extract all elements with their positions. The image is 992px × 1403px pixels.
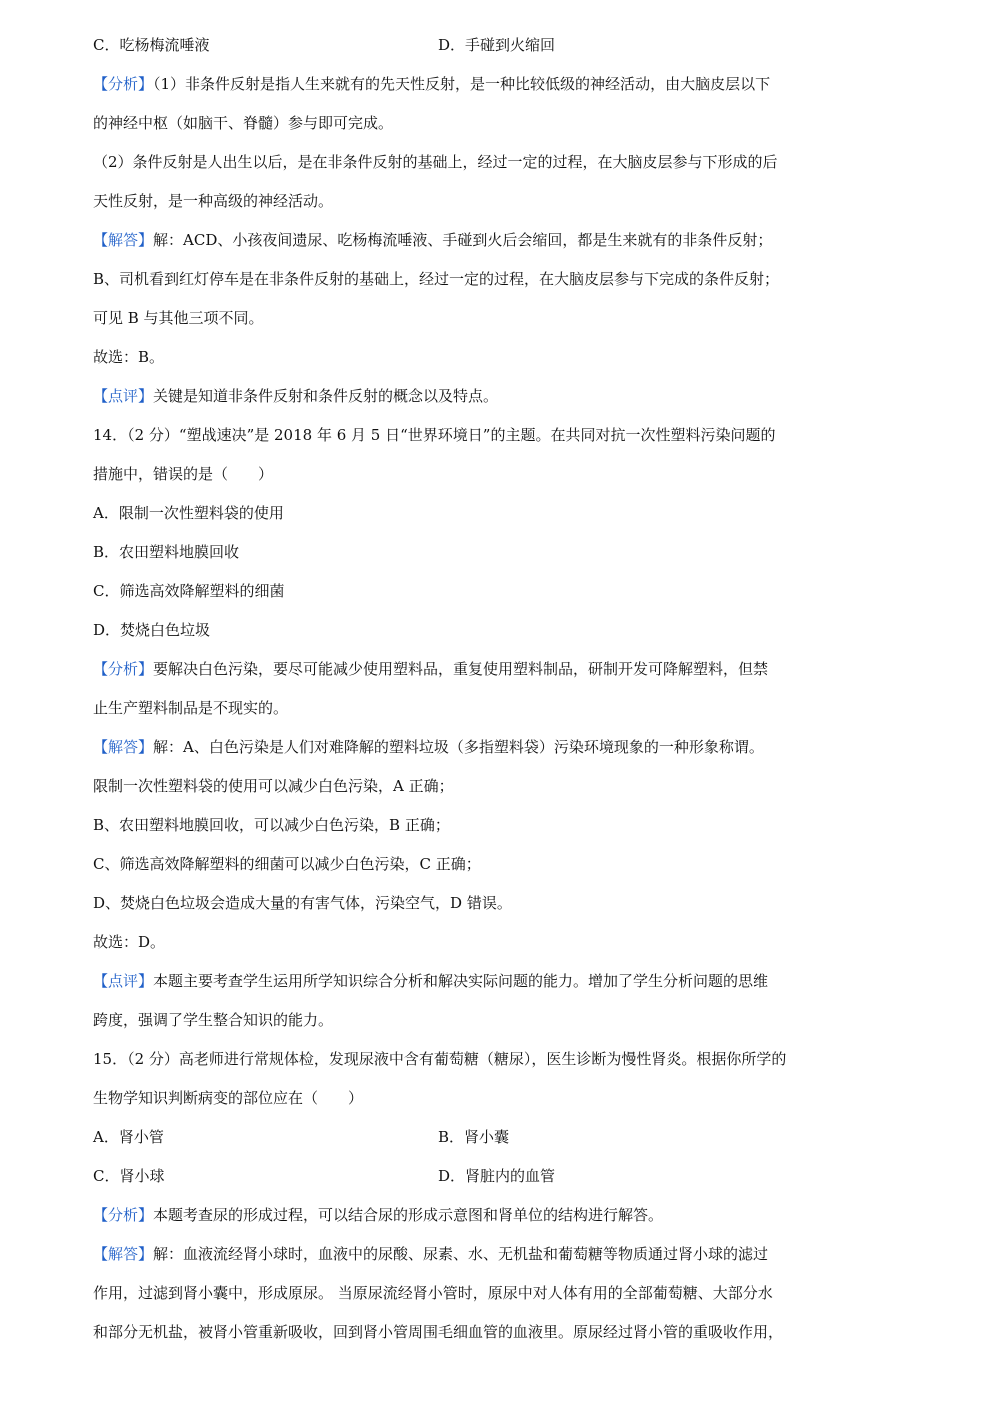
q13-analysis-line-4: 天性反射，是一种高级的神经活动。	[93, 192, 334, 210]
q14-answer-line-3: B、农田塑料地膜回收，可以减少白色污染，B 正确；	[93, 816, 450, 834]
q15-option-b: B．肾小囊	[438, 1128, 510, 1146]
q15-stem-line-1: 15．（2 分）高老师进行常规体检，发现尿液中含有葡萄糖（糖尿），医生诊断为慢性肾炎。根据你所学的	[93, 1050, 787, 1068]
answer-label: 【解答】	[93, 231, 154, 249]
q14-option-b: B．农田塑料地膜回收	[93, 543, 240, 561]
q15-option-c: C．肾小球	[93, 1167, 165, 1185]
q14-stem-line-1: 14．（2 分）“塑战速决”是 2018 年 6 月 5 日“世界环境日”的主题。在共同对抗一次性塑料污染问题的	[93, 426, 776, 444]
q15-option-d: D．肾脏内的血管	[438, 1167, 556, 1185]
q14-option-c: C．筛选高效降解塑料的细菌	[93, 582, 285, 600]
q13-answer-line-2: B、司机看到红灯停车是在非条件反射的基础上，经过一定的过程，在大脑皮层参与下完成的条件反射；	[93, 270, 780, 288]
analysis-label: 【分析】	[93, 660, 154, 678]
q15-analysis: 【分析】本题考查尿的形成过程，可以结合尿的形成示意图和肾单位的结构进行解答。	[93, 1206, 664, 1224]
q13-option-d: D．手碰到火缩回	[438, 36, 556, 54]
q13-answer-line-3: 可见 B 与其他三项不同。	[93, 309, 264, 327]
analysis-label: 【分析】	[93, 75, 154, 93]
q13-option-c: C．吃杨梅流唾液	[93, 36, 210, 54]
q15-answer-line-1: 【解答】解：血液流经肾小球时，血液中的尿酸、尿素、水、无机盐和葡萄糖等物质通过肾小球的滤过	[93, 1245, 769, 1263]
q13-analysis-line-1: 【分析】（1）非条件反射是指人生来就有的先天性反射，是一种比较低级的神经活动，由大脑皮层以下	[93, 75, 771, 93]
q15-stem-line-2: 生物学知识判断病变的部位应在（ ）	[93, 1089, 364, 1107]
q14-answer-line-4: C、筛选高效降解塑料的细菌可以减少白色污染，C 正确；	[93, 855, 481, 873]
q14-answer-line-6: 故选：D。	[93, 933, 166, 951]
comment-label: 【点评】	[93, 387, 154, 405]
q13-analysis-line-2: 的神经中枢（如脑干、脊髓）参与即可完成。	[93, 114, 394, 132]
q13-answer-line-1: 【解答】解：ACD、小孩夜间遗尿、吃杨梅流唾液、手碰到火后会缩回，都是生来就有的非条件反射；	[93, 231, 773, 249]
q15-answer-line-2: 作用，过滤到肾小囊中，形成原尿。 当原尿流经肾小管时，原尿中对人体有用的全部葡萄糖、大部分水	[93, 1284, 773, 1302]
q14-stem-line-2: 措施中，错误的是（ ）	[93, 465, 274, 483]
q14-answer-line-1: 【解答】解：A、白色污染是人们对难降解的塑料垃圾（多指塑料袋）污染环境现象的一种形象称谓。	[93, 738, 764, 756]
q13-comment: 【点评】关键是知道非条件反射和条件反射的概念以及特点。	[93, 387, 499, 405]
comment-label: 【点评】	[93, 972, 154, 990]
q14-option-a: A．限制一次性塑料袋的使用	[93, 504, 284, 522]
q15-answer-line-3: 和部分无机盐，被肾小管重新吸收，回到肾小管周围毛细血管的血液里。原尿经过肾小管的重吸收作用，	[93, 1323, 784, 1341]
q14-comment-line-1: 【点评】本题主要考查学生运用所学知识综合分析和解决实际问题的能力。增加了学生分析问题的思维	[93, 972, 769, 990]
q14-answer-line-2: 限制一次性塑料袋的使用可以减少白色污染，A 正确；	[93, 777, 454, 795]
q14-analysis-line-1: 【分析】要解决白色污染，要尽可能减少使用塑料品，重复使用塑料制品，研制开发可降解塑料，但禁	[93, 660, 769, 678]
q13-answer-line-4: 故选：B。	[93, 348, 165, 366]
q14-analysis-line-2: 止生产塑料制品是不现实的。	[93, 699, 289, 717]
q14-answer-line-5: D、焚烧白色垃圾会造成大量的有害气体，污染空气，D 错误。	[93, 894, 512, 912]
answer-label: 【解答】	[93, 1245, 154, 1263]
q14-option-d: D．焚烧白色垃圾	[93, 621, 211, 639]
q13-analysis-line-3: （2）条件反射是人出生以后，是在非条件反射的基础上，经过一定的过程，在大脑皮层参与下形成的后	[93, 153, 778, 171]
q15-option-a: A．肾小管	[93, 1128, 164, 1146]
answer-label: 【解答】	[93, 738, 154, 756]
q14-comment-line-2: 跨度，强调了学生整合知识的能力。	[93, 1011, 334, 1029]
analysis-label: 【分析】	[93, 1206, 154, 1224]
